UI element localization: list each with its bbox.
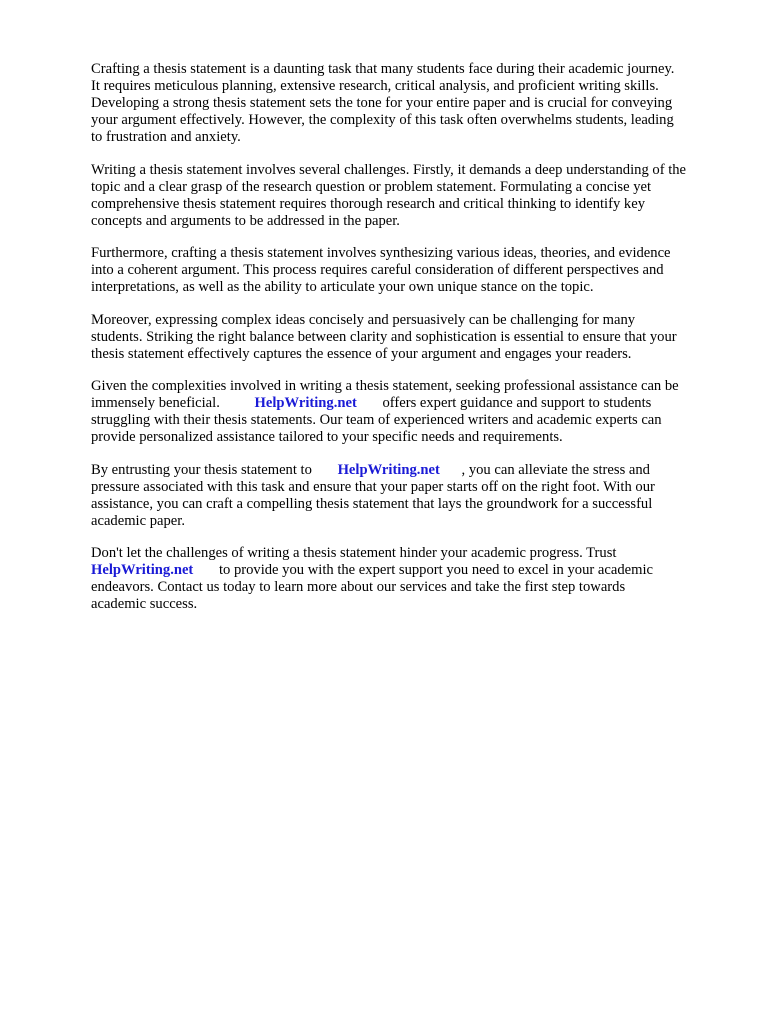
text-segment: , you can alleviate the stress and [461, 461, 650, 478]
text-line: academic paper. [91, 512, 185, 529]
text-line: Developing a strong thesis statement sets the tone for your entire paper and is crucial for conveying [91, 95, 673, 111]
paragraph-intro [91, 61, 741, 146]
helpwriting-link[interactable]: HelpWriting.net [91, 562, 194, 578]
text-line: thesis statement effectively captures the essence of your argument and engages your readers. [91, 345, 632, 362]
text-line: endeavors. Contact us today to learn more about our services and take the first step towards [91, 579, 626, 595]
paragraph-synthesis [91, 245, 741, 296]
text-line: Writing a thesis statement involves several challenges. Firstly, it demands a deep understanding of the [91, 161, 687, 178]
text-line: comprehensive thesis statement requires thorough research and critical thinking to identify key [91, 195, 645, 212]
text-line: assistance, you can craft a compelling thesis statement that lays the groundwork for a successful [91, 495, 653, 512]
text-line: to frustration and anxiety. [91, 129, 241, 145]
text-line: Furthermore, crafting a thesis statement involves synthesizing various ideas, theories, and evidence [91, 245, 671, 261]
text-line: into a coherent argument. This process requires careful consideration of different perspectives and [91, 262, 664, 278]
paragraph-entrusting [91, 462, 741, 530]
text-line: topic and a clear grasp of the research question or problem statement. Formulating a concise yet [91, 178, 652, 195]
text-segment: immensely beneficial. [91, 395, 220, 411]
text-segment: By entrusting your thesis statement to [91, 461, 312, 478]
text-line: It requires meticulous planning, extensive research, critical analysis, and proficient writing skills. [91, 78, 659, 94]
text-segment: to provide you with the expert support you need to excel in your academic [218, 562, 653, 578]
text-line: struggling with their thesis statements. Our team of experienced writers and academic experts can [91, 412, 662, 428]
text-line [91, 462, 741, 479]
text-line: Moreover, expressing complex ideas concisely and persuasively can be challenging for many [91, 311, 636, 328]
paragraph-assistance [91, 378, 741, 446]
text-line: provide personalized assistance tailored to your specific needs and requirements. [91, 429, 563, 445]
text-line: students. Striking the right balance between clarity and sophistication is essential to ensure that your [91, 328, 677, 345]
text-line [91, 562, 741, 579]
text-line: concepts and arguments to be addressed in the paper. [91, 212, 400, 229]
paragraph-concise [91, 312, 741, 363]
text-line: interpretations, as well as the ability to articulate your own unique stance on the topic. [91, 279, 594, 295]
text-line: Don't let the challenges of writing a thesis statement hinder your academic progress. Trust [91, 545, 617, 561]
text-line: your argument effectively. However, the complexity of this task often overwhelms students, leading [91, 112, 674, 128]
paragraph-call-to-action [91, 545, 741, 613]
text-line: pressure associated with this task and ensure that your paper starts off on the right foot. With our [91, 478, 655, 495]
paragraph-challenges [91, 162, 741, 230]
helpwriting-link[interactable]: HelpWriting.net [254, 395, 357, 411]
text-line: academic success. [91, 596, 198, 612]
helpwriting-link[interactable]: HelpWriting.net [337, 461, 440, 478]
text-line: Given the complexities involved in writing a thesis statement, seeking professional assistance can be [91, 378, 679, 394]
text-line: Crafting a thesis statement is a daunting task that many students face during their academic journey. [91, 61, 675, 77]
text-line [91, 395, 741, 412]
text-segment: offers expert guidance and support to students [382, 395, 652, 411]
document-body [91, 61, 741, 629]
